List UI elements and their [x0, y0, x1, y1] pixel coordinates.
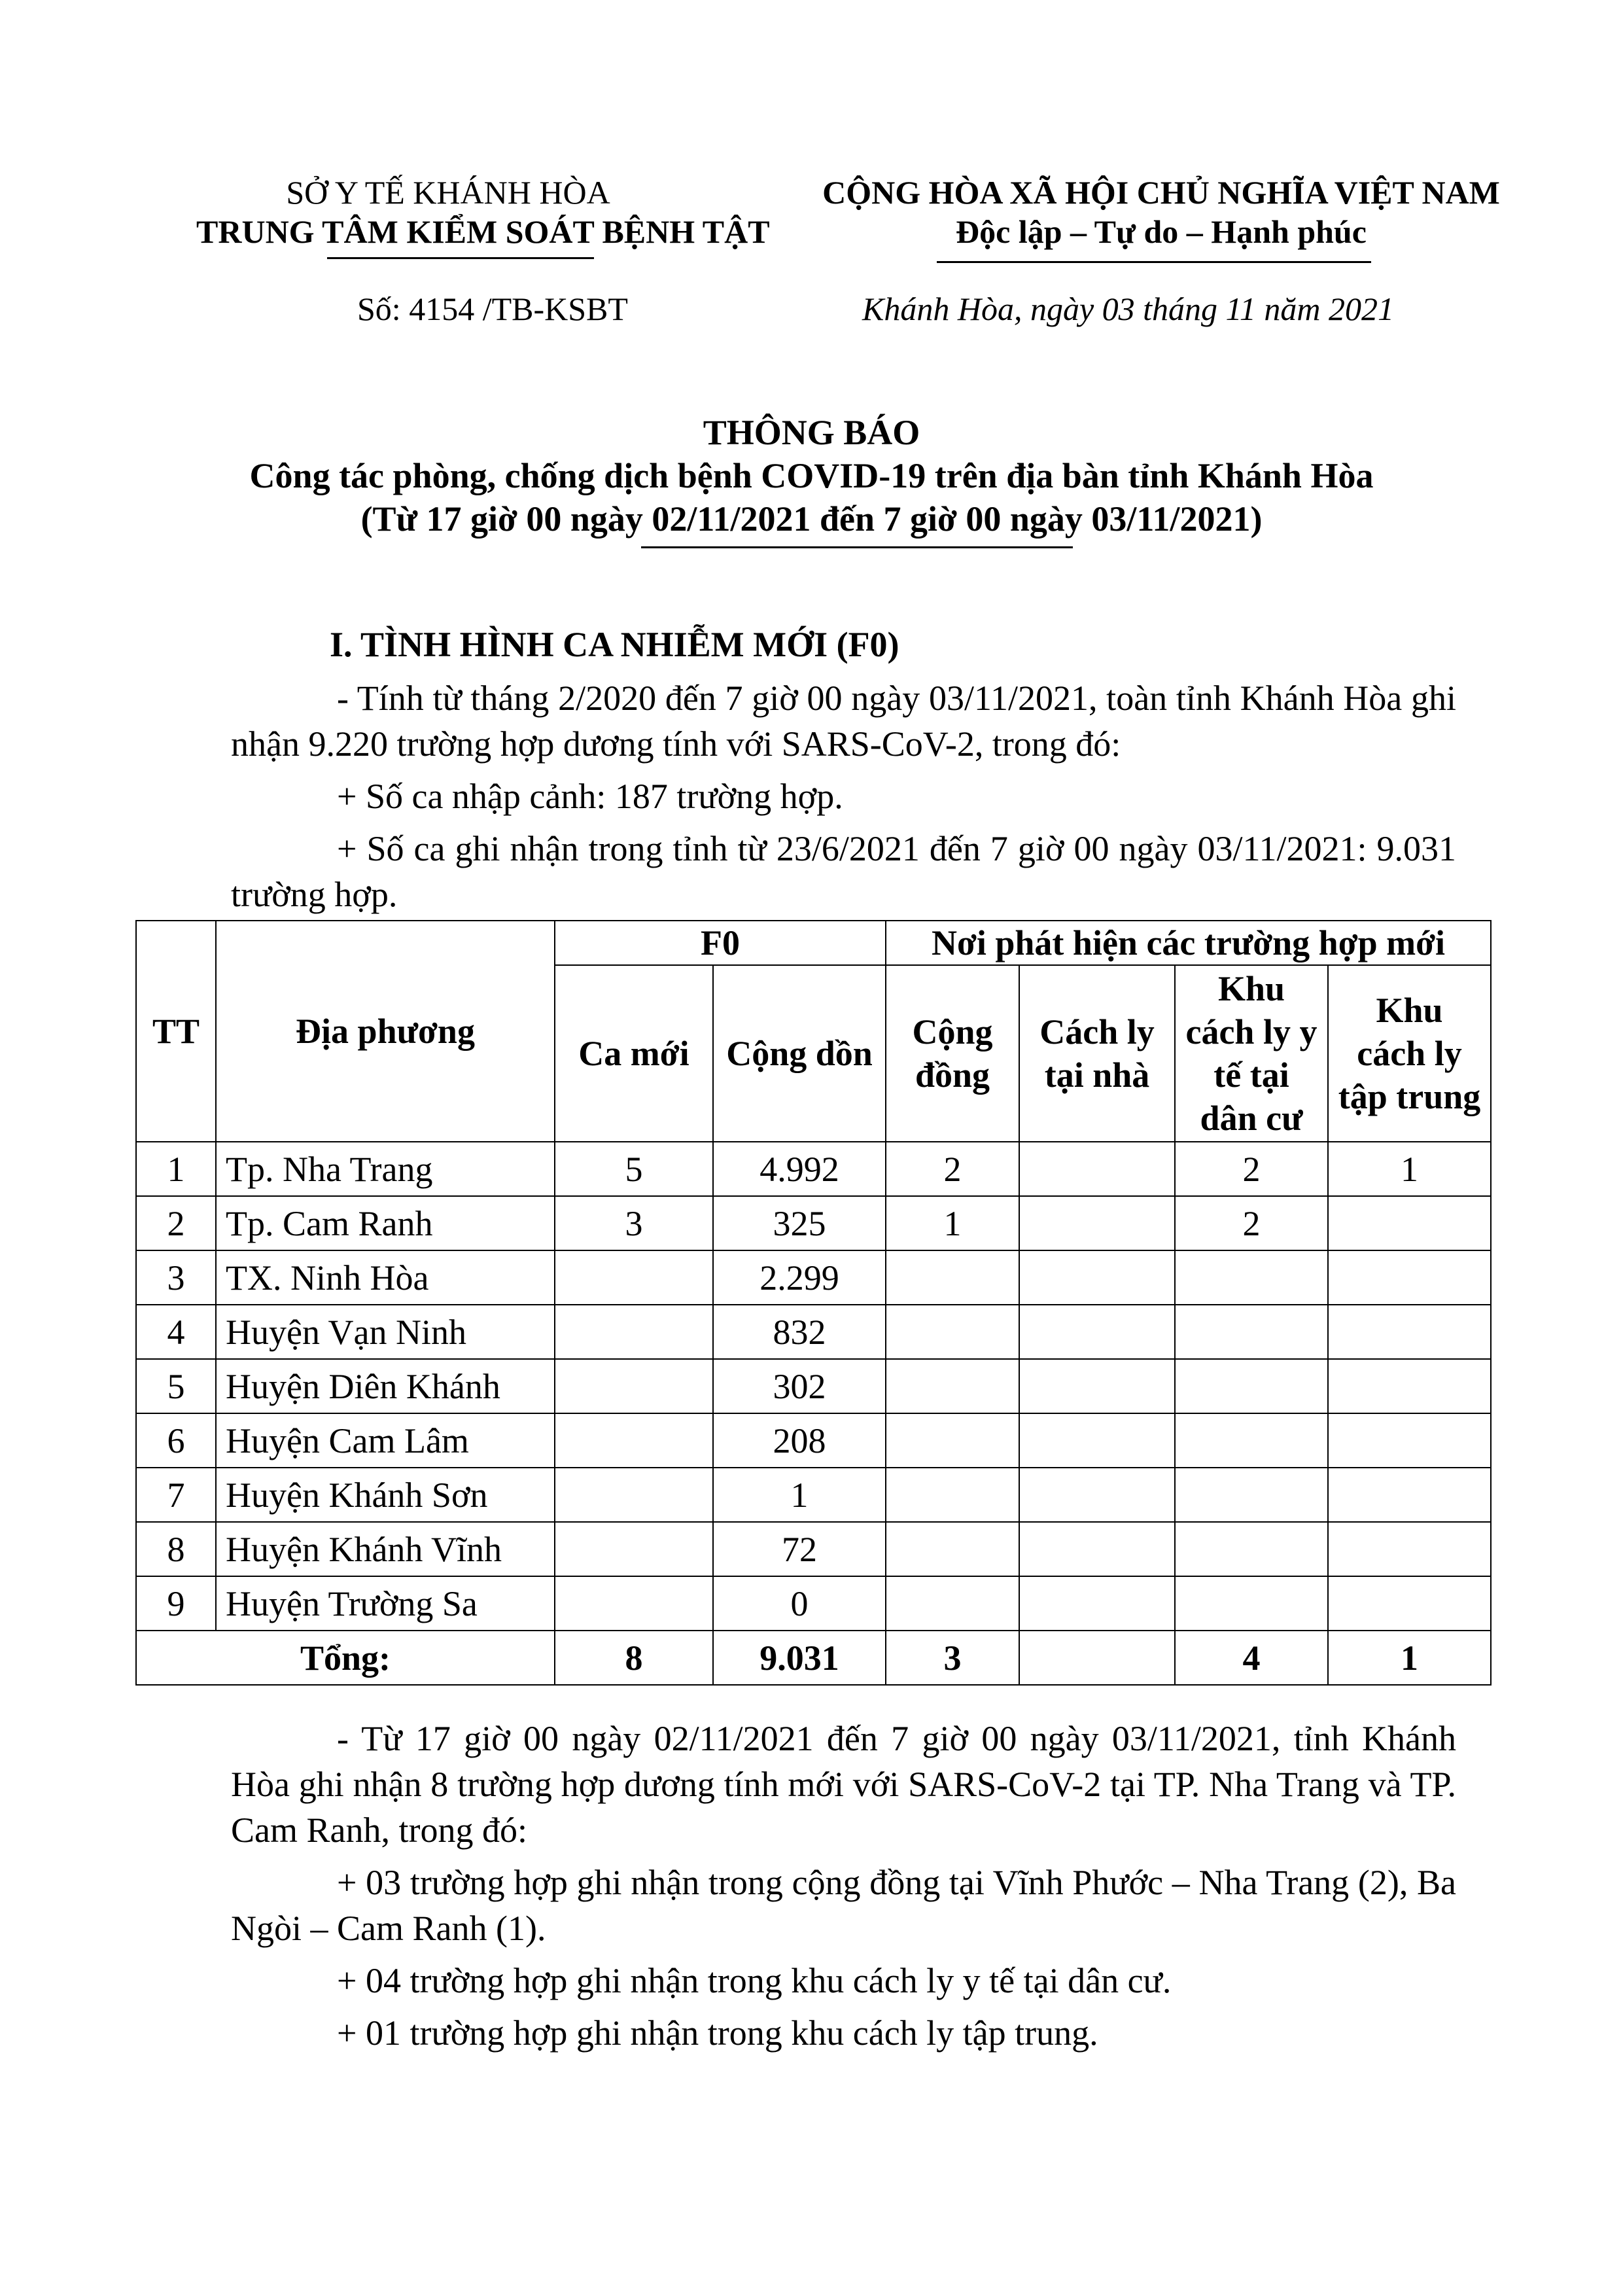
- after-paragraph-community: + 03 trường hợp ghi nhận trong cộng đồng tại Vĩnh Phước – Nha Trang (2), Ba Ngòi – Cam Ranh (1).: [231, 1863, 1456, 1948]
- row-home-isolation: [1019, 1305, 1175, 1359]
- header-community: Cộng đồng: [886, 965, 1019, 1142]
- issuer-underline: [327, 257, 594, 259]
- header-f0: F0: [555, 921, 886, 965]
- row-central-isolation: [1328, 1468, 1491, 1522]
- row-central-isolation: [1328, 1522, 1491, 1576]
- doc-number-suffix: /TB-KSBT: [482, 291, 628, 327]
- row-cumulative: 72: [713, 1522, 886, 1576]
- row-tt: 2: [136, 1196, 216, 1250]
- row-residential-isolation: [1175, 1413, 1328, 1468]
- row-home-isolation: [1019, 1250, 1175, 1305]
- total-new: 8: [555, 1631, 713, 1685]
- row-locality: Huyện Cam Lâm: [216, 1413, 555, 1468]
- national-motto: Độc lập – Tự do – Hạnh phúc: [956, 213, 1367, 250]
- header-detection-place: Nơi phát hiện các trường hợp mới: [886, 921, 1491, 965]
- table-row: [136, 1522, 1491, 1576]
- row-residential-isolation: [1175, 1576, 1328, 1631]
- row-locality: Tp. Nha Trang: [216, 1142, 555, 1196]
- row-residential-isolation: [1175, 1305, 1328, 1359]
- row-cumulative: 0: [713, 1576, 886, 1631]
- document-number: [357, 288, 628, 330]
- row-community: [886, 1413, 1019, 1468]
- row-cumulative: 302: [713, 1359, 886, 1413]
- section-paragraph-local: + Số ca ghi nhận trong tỉnh từ 23/6/2021 đến 7 giờ 00 ngày 03/11/2021: 9.031 trường hợp.: [231, 829, 1456, 914]
- row-residential-isolation: [1175, 1468, 1328, 1522]
- row-locality: Huyện Trường Sa: [216, 1576, 555, 1631]
- row-tt: 6: [136, 1413, 216, 1468]
- total-label: Tổng:: [136, 1631, 555, 1685]
- row-cumulative: 4.992: [713, 1142, 886, 1196]
- row-cumulative: 832: [713, 1305, 886, 1359]
- table-row: [136, 1196, 1491, 1250]
- row-residential-isolation: [1175, 1250, 1328, 1305]
- title-underline: [641, 546, 1073, 548]
- row-tt: 3: [136, 1250, 216, 1305]
- row-tt: 8: [136, 1522, 216, 1576]
- row-central-isolation: [1328, 1413, 1491, 1468]
- row-home-isolation: [1019, 1142, 1175, 1196]
- after-paragraph-residential: + 04 trường hợp ghi nhận trong khu cách ly y tế tại dân cư.: [337, 1961, 1172, 2000]
- row-new-cases: [555, 1522, 713, 1576]
- row-central-isolation: [1328, 1305, 1491, 1359]
- row-central-isolation: [1328, 1250, 1491, 1305]
- section-heading: I. TÌNH HÌNH CA NHIỄM MỚI (F0): [330, 625, 899, 664]
- row-locality: Tp. Cam Ranh: [216, 1196, 555, 1250]
- doc-number-value: 4154: [409, 291, 475, 327]
- row-home-isolation: [1019, 1522, 1175, 1576]
- row-community: [886, 1250, 1019, 1305]
- total-home: [1019, 1631, 1175, 1685]
- header-locality: Địa phương: [216, 921, 555, 1142]
- table-row: [136, 1468, 1491, 1522]
- cases-table: [135, 920, 1492, 1686]
- row-community: 1: [886, 1196, 1019, 1250]
- table-row: [136, 1142, 1491, 1196]
- row-cumulative: 208: [713, 1413, 886, 1468]
- row-central-isolation: 1: [1328, 1142, 1491, 1196]
- row-locality: TX. Ninh Hòa: [216, 1250, 555, 1305]
- after-paragraph-new: - Từ 17 giờ 00 ngày 02/11/2021 đến 7 giờ 00 ngày 03/11/2021, tỉnh Khánh Hòa ghi nhận 8 trường hợp dương tính mới với SARS-CoV-2 tại TP. Nha Trang và TP. Cam Ranh, trong đó:: [231, 1719, 1456, 1850]
- notice-period: (Từ 17 giờ 00 ngày 02/11/2021 đến 7 giờ 00 ngày 03/11/2021): [360, 499, 1263, 539]
- row-new-cases: [555, 1413, 713, 1468]
- row-community: [886, 1468, 1019, 1522]
- row-community: [886, 1522, 1019, 1576]
- header-central-isolation: Khu cách ly tập trung: [1328, 965, 1491, 1142]
- after-paragraph-central: + 01 trường hợp ghi nhận trong khu cách ly tập trung.: [337, 2013, 1098, 2053]
- row-residential-isolation: 2: [1175, 1142, 1328, 1196]
- row-cumulative: 1: [713, 1468, 886, 1522]
- row-central-isolation: [1328, 1576, 1491, 1631]
- row-new-cases: [555, 1576, 713, 1631]
- section-paragraph-imported: + Số ca nhập cảnh: 187 trường hợp.: [337, 777, 843, 816]
- header-cumulative: Cộng dồn: [713, 965, 886, 1142]
- doc-number-prefix: Số:: [357, 291, 401, 327]
- motto-underline: [937, 261, 1371, 263]
- section-paragraph-total: - Tính từ tháng 2/2020 đến 7 giờ 00 ngày 03/11/2021, toàn tỉnh Khánh Hòa ghi nhận 9.220 trường hợp dương tính với SARS-CoV-2, trong đó:: [231, 679, 1456, 764]
- issuer-center: TRUNG TÂM KIỂM SOÁT BỆNH TẬT: [196, 213, 770, 250]
- row-new-cases: 3: [555, 1196, 713, 1250]
- row-home-isolation: [1019, 1196, 1175, 1250]
- table-row: [136, 1576, 1491, 1631]
- header-home-isolation: Cách ly tại nhà: [1019, 965, 1175, 1142]
- row-community: [886, 1359, 1019, 1413]
- table-row: [136, 1359, 1491, 1413]
- notice-subtitle: Công tác phòng, chống dịch bệnh COVID-19 trên địa bàn tỉnh Khánh Hòa: [249, 456, 1374, 495]
- total-residential: 4: [1175, 1631, 1328, 1685]
- row-home-isolation: [1019, 1468, 1175, 1522]
- row-community: [886, 1305, 1019, 1359]
- row-central-isolation: [1328, 1359, 1491, 1413]
- table-total-row: [136, 1631, 1491, 1685]
- row-residential-isolation: [1175, 1522, 1328, 1576]
- row-tt: 5: [136, 1359, 216, 1413]
- row-home-isolation: [1019, 1576, 1175, 1631]
- header-residential-isolation: Khu cách ly y tế tại dân cư: [1175, 965, 1328, 1142]
- row-tt: 4: [136, 1305, 216, 1359]
- row-home-isolation: [1019, 1413, 1175, 1468]
- row-locality: Huyện Vạn Ninh: [216, 1305, 555, 1359]
- row-locality: Huyện Diên Khánh: [216, 1359, 555, 1413]
- row-locality: Huyện Khánh Sơn: [216, 1468, 555, 1522]
- row-new-cases: [555, 1305, 713, 1359]
- issuer-department: SỞ Y TẾ KHÁNH HÒA: [286, 174, 610, 211]
- total-cumulative: 9.031: [713, 1631, 886, 1685]
- total-central: 1: [1328, 1631, 1491, 1685]
- row-residential-isolation: 2: [1175, 1196, 1328, 1250]
- header-tt: TT: [136, 921, 216, 1142]
- national-title: CỘNG HÒA XÃ HỘI CHỦ NGHĨA VIỆT NAM: [822, 174, 1500, 211]
- row-new-cases: 5: [555, 1142, 713, 1196]
- header-new-cases: Ca mới: [555, 965, 713, 1142]
- place-date: Khánh Hòa, ngày 03 tháng 11 năm 2021: [862, 291, 1394, 327]
- row-cumulative: 325: [713, 1196, 886, 1250]
- notice-title: THÔNG BÁO: [703, 413, 920, 452]
- row-locality: Huyện Khánh Vĩnh: [216, 1522, 555, 1576]
- total-community: 3: [886, 1631, 1019, 1685]
- row-community: 2: [886, 1142, 1019, 1196]
- row-tt: 7: [136, 1468, 216, 1522]
- row-new-cases: [555, 1250, 713, 1305]
- table-row: [136, 1305, 1491, 1359]
- row-cumulative: 2.299: [713, 1250, 886, 1305]
- row-new-cases: [555, 1468, 713, 1522]
- row-residential-isolation: [1175, 1359, 1328, 1413]
- row-new-cases: [555, 1359, 713, 1413]
- table-row: [136, 1413, 1491, 1468]
- row-central-isolation: [1328, 1196, 1491, 1250]
- row-tt: 1: [136, 1142, 216, 1196]
- table-row: [136, 1250, 1491, 1305]
- row-community: [886, 1576, 1019, 1631]
- row-home-isolation: [1019, 1359, 1175, 1413]
- row-tt: 9: [136, 1576, 216, 1631]
